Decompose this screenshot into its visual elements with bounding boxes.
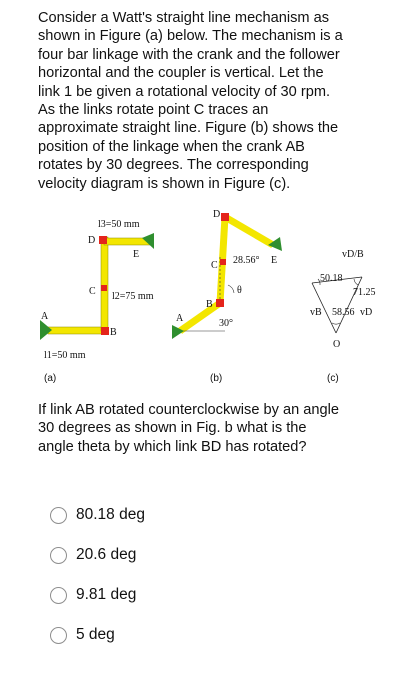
label-angle-1: 50.18 xyxy=(320,273,343,284)
question-line: position of the linkage when the crank AB xyxy=(38,138,305,155)
label-point-c-b: C xyxy=(211,260,218,271)
question-line: approximate straight line. Figure (b) shows the xyxy=(38,120,339,137)
figure-a xyxy=(40,219,154,384)
option-label: 9.81 deg xyxy=(76,586,137,603)
joint-d xyxy=(99,236,107,244)
figure-c xyxy=(310,249,376,384)
joint-c xyxy=(101,285,107,291)
question-line: Consider a Watt's straight line mechanism as xyxy=(38,10,329,26)
label-theta: θ xyxy=(237,285,242,296)
joint-d-rotated xyxy=(221,213,229,221)
arc-58 xyxy=(332,323,340,324)
label-l3: l3=50 mm xyxy=(98,219,140,230)
label-angle-3: 58.56 xyxy=(332,307,355,318)
question-prompt xyxy=(38,401,398,456)
radio-button[interactable] xyxy=(50,507,67,524)
question-line: As the links rotate point C traces an xyxy=(38,102,269,119)
label-point-b-b: B xyxy=(206,299,213,310)
label-l1: l1=50 mm xyxy=(44,350,86,361)
option-label: 20.6 deg xyxy=(76,546,137,563)
option-20-6-deg[interactable] xyxy=(50,535,380,575)
label-angle-2: 71.25 xyxy=(353,287,376,298)
question-line: horizontal and the coupler is vertical. Let the xyxy=(38,65,324,82)
prompt-line: If link AB rotated counterclockwise by an angle xyxy=(38,402,339,418)
radio-button[interactable] xyxy=(50,547,67,564)
link-l2 xyxy=(101,237,108,331)
label-vb: vB xyxy=(310,307,322,318)
caption-b: (b) xyxy=(210,373,223,384)
link-de-rotated xyxy=(225,217,273,245)
theta-arc xyxy=(228,285,234,293)
question-line: velocity diagram is shown in Figure (c). xyxy=(38,175,291,192)
option-9-81-deg[interactable] xyxy=(50,575,380,615)
option-80-18-deg[interactable] xyxy=(50,495,380,535)
link-l1 xyxy=(48,327,104,334)
link-ab-rotated xyxy=(180,303,220,331)
link-l3 xyxy=(104,238,150,245)
label-point-e-b: E xyxy=(271,255,278,266)
question-line: rotates by 30 degrees. The corresponding xyxy=(38,157,309,174)
arc-71 xyxy=(354,279,358,285)
label-o: O xyxy=(333,339,341,350)
mechanism-figure xyxy=(30,205,400,390)
joint-b xyxy=(101,327,109,335)
mechanism-diagram xyxy=(30,205,400,390)
prompt-line: angle theta by which link BD has rotated? xyxy=(38,438,307,455)
ground-e-rotated xyxy=(268,237,282,251)
label-angle-top: 28.56° xyxy=(233,255,260,266)
label-point-b-a: B xyxy=(110,327,117,338)
label-angle-bottom: 30° xyxy=(219,318,233,329)
option-5-deg[interactable] xyxy=(50,615,380,655)
label-vdb: vD/B xyxy=(342,249,364,260)
vector-vd xyxy=(336,277,362,333)
label-point-a-b: A xyxy=(176,313,184,324)
figure-b xyxy=(172,209,282,384)
caption-c: (c) xyxy=(327,373,339,384)
prompt-line: 30 degrees as shown in Fig. b what is the xyxy=(38,420,307,437)
option-label: 80.18 deg xyxy=(76,506,145,523)
label-point-e-a: E xyxy=(133,249,140,260)
ground-a xyxy=(40,320,52,340)
label-l2: l2=75 mm xyxy=(112,291,154,302)
answer-options xyxy=(50,495,380,655)
label-point-d-a: D xyxy=(88,235,96,246)
label-point-a-a: A xyxy=(41,311,49,322)
caption-a: (a) xyxy=(44,373,57,384)
label-vd: vD xyxy=(360,307,373,318)
label-point-c-a: C xyxy=(89,286,96,297)
label-point-d-b: D xyxy=(213,209,221,220)
question-line: link 1 be given a rotational velocity of 30 rpm. xyxy=(38,83,331,100)
joint-b-rotated xyxy=(216,299,224,307)
question-line: shown in Figure (a) below. The mechanism is a xyxy=(38,28,343,45)
question-line: four bar linkage with the crank and the follower xyxy=(38,46,340,63)
option-label: 5 deg xyxy=(76,626,115,643)
joint-c-rotated xyxy=(220,259,226,265)
radio-button[interactable] xyxy=(50,627,67,644)
question-text xyxy=(38,9,398,193)
radio-button[interactable] xyxy=(50,587,67,604)
